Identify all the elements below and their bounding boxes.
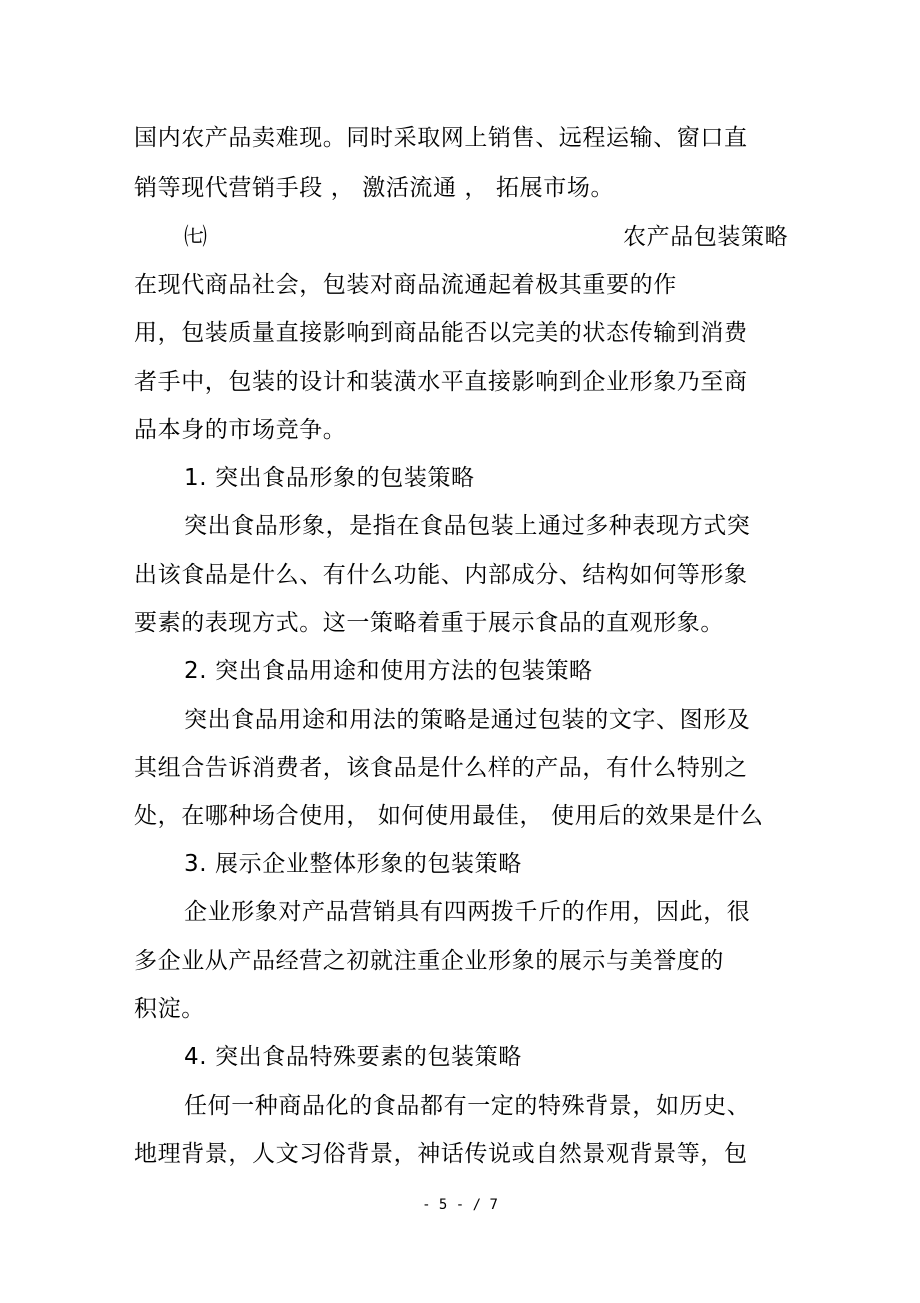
paragraph-line: 品本身的市场竞争。 — [134, 417, 347, 443]
paragraph-line: 国内农产品卖难现。同时采取网上销售、远程运输、窗口直 — [134, 125, 748, 151]
subsection-heading: 3. 展示企业整体形象的包装策略 — [184, 851, 522, 877]
section-heading: 农产品包装策略 — [623, 224, 789, 250]
paragraph-line: 地理背景，人文习俗背景，神话传说或自然景观背景等，包 — [134, 1141, 748, 1167]
paragraph-line: 者手中，包装的设计和装潢水平直接影响到企业形象乃至商 — [134, 369, 748, 395]
paragraph-line: 销等现代营销手段 ， 激活流通 ， 拓展市场。 — [134, 175, 615, 201]
paragraph-line: 突出食品形象，是指在食品包装上通过多种表现方式突 — [184, 513, 751, 539]
paragraph-line: 突出食品用途和用法的策略是通过包装的文字、图形及 — [184, 707, 751, 733]
page-number: - 5 - / 7 — [422, 1197, 498, 1213]
subsection-heading: 2. 突出食品用途和使用方法的包装策略 — [184, 658, 593, 684]
section-number: ㈦ — [184, 224, 208, 250]
subsection-heading: 1. 突出食品形象的包装策略 — [184, 465, 475, 491]
paragraph-line: 处，在哪种场合使用， 如何使用最佳， 使用后的效果是什么 — [134, 803, 764, 829]
paragraph-line: 多企业从产品经营之初就注重企业形象的展示与美誉度的 — [134, 948, 724, 974]
paragraph-line: 其组合告诉消费者，该食品是什么样的产品，有什么特别之 — [134, 755, 748, 781]
paragraph-line: 在现代商品社会，包装对商品流通起着极其重要的作 — [134, 272, 677, 298]
paragraph-line: 要素的表现方式。这一策略着重于展示食品的直观形象。 — [134, 610, 724, 636]
subsection-heading: 4. 突出食品特殊要素的包装策略 — [184, 1044, 522, 1070]
paragraph-line: 任何一种商品化的食品都有一定的特殊背景，如历史、 — [184, 1093, 751, 1119]
paragraph-line: 出该食品是什么、有什么功能、内部成分、结构如何等形象 — [134, 562, 748, 588]
paragraph-line: 用，包装质量直接影响到商品能否以完美的状态传输到消费 — [134, 320, 748, 346]
paragraph-line: 积淀。 — [134, 996, 205, 1022]
paragraph-line: 企业形象对产品营销具有四两拨千斤的作用，因此，很 — [184, 899, 751, 925]
